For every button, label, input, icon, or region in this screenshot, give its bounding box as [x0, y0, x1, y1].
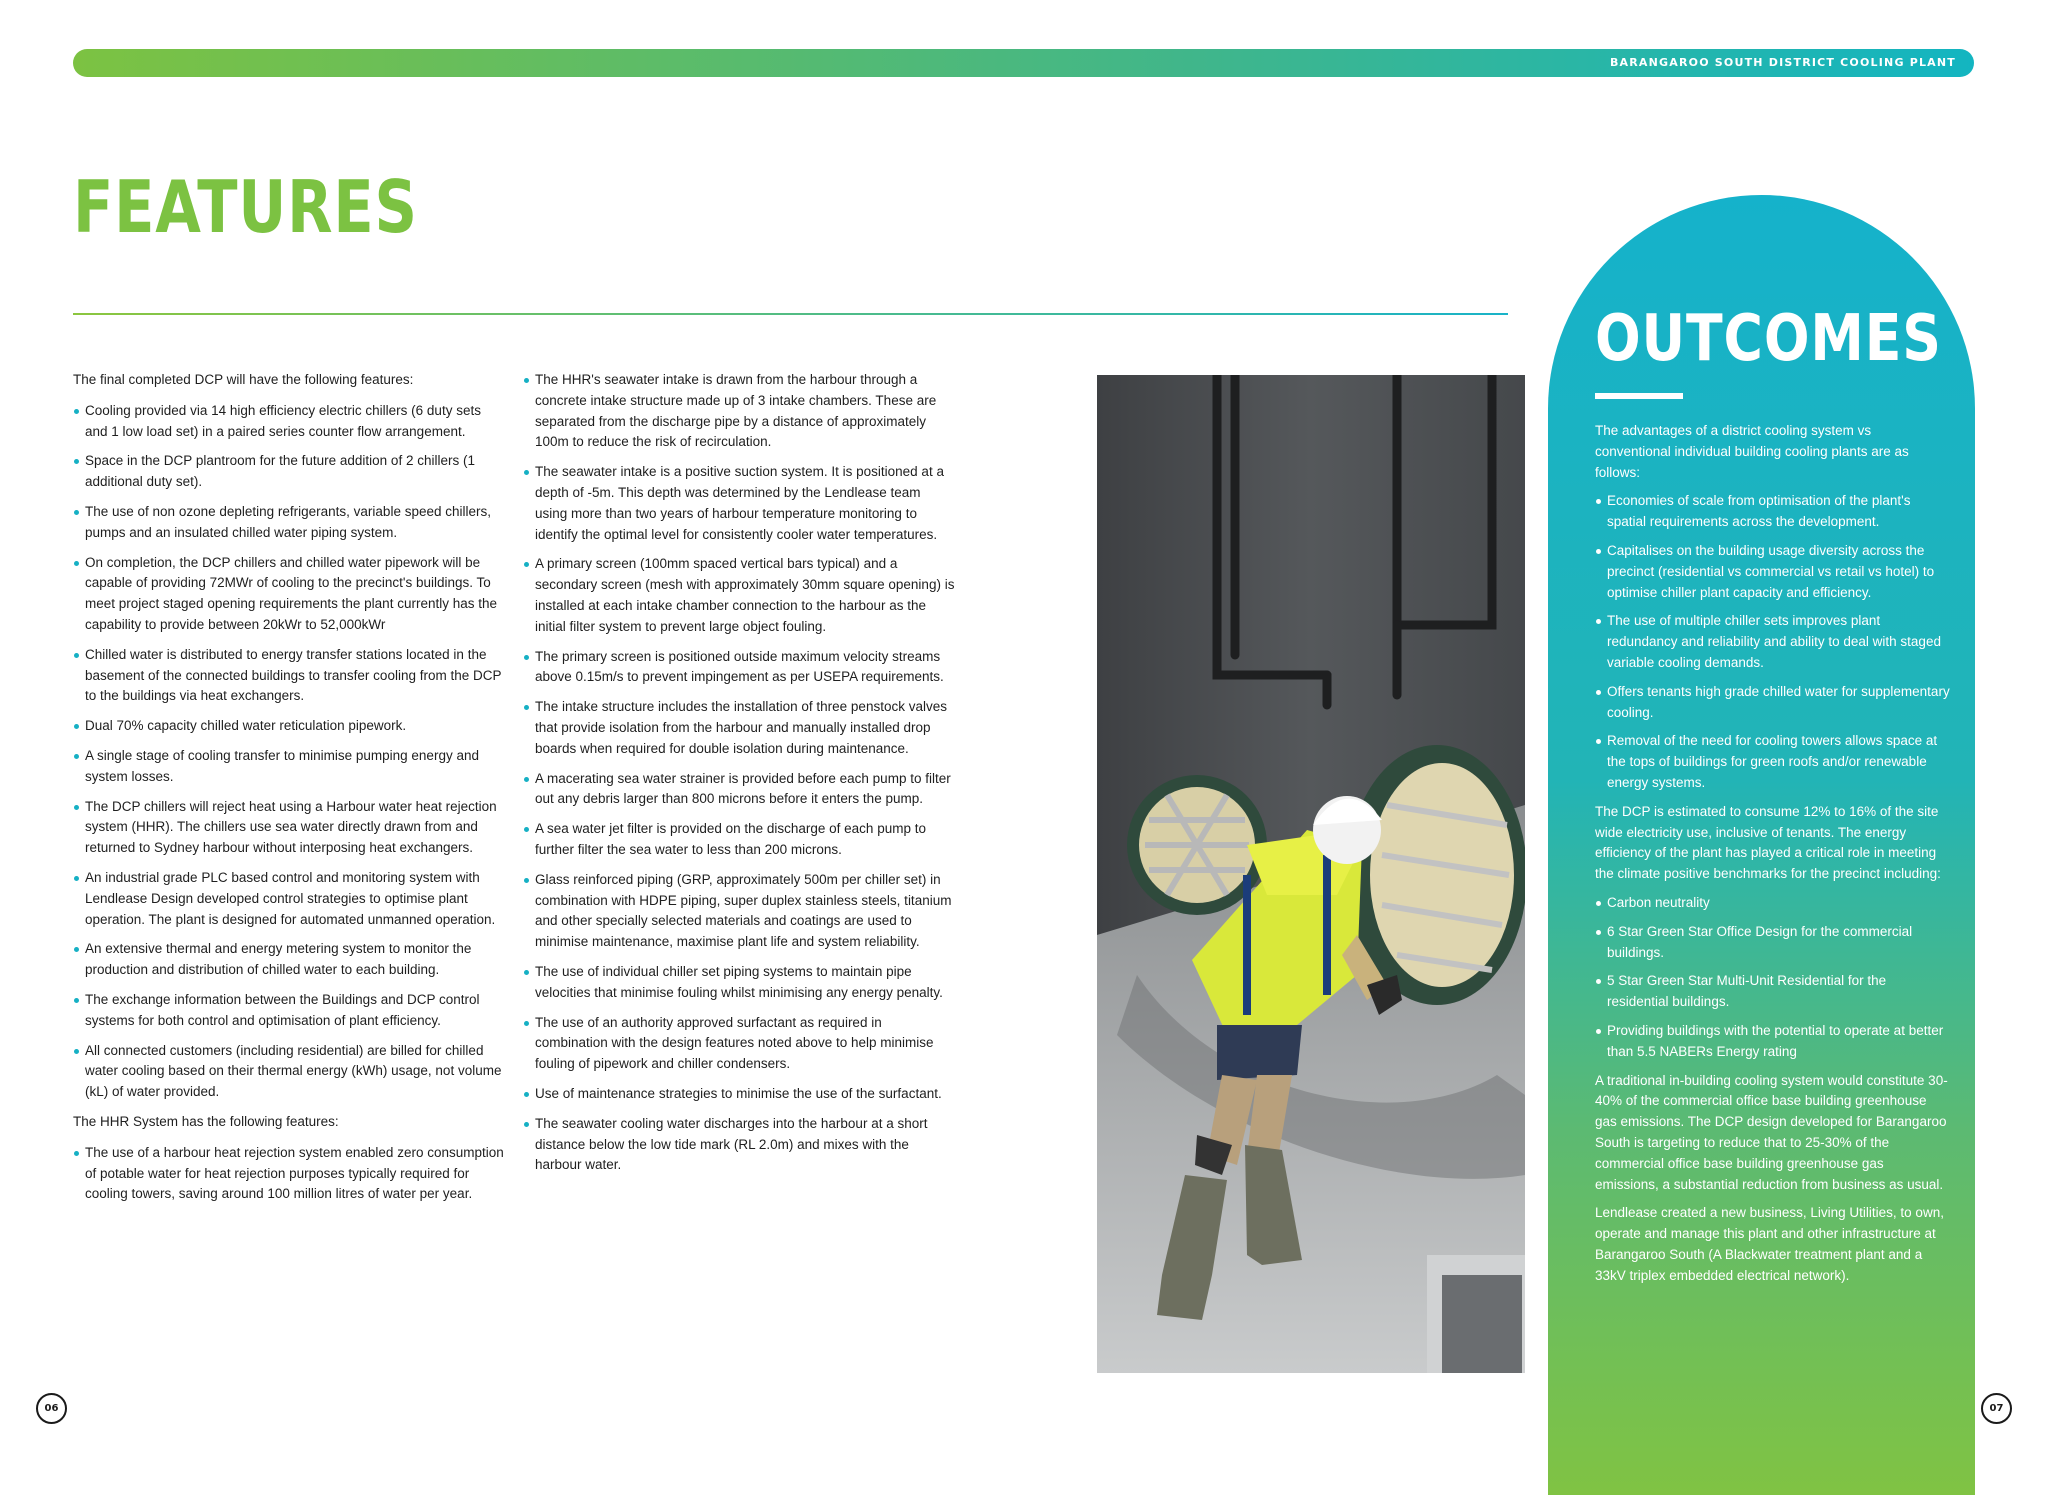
list-item: 6 Star Green Star Office Design for the commercial buildings. [1595, 922, 1950, 964]
list-item: An extensive thermal and energy metering system to monitor the production and distribution of chilled water to each building. [73, 939, 505, 981]
list-item: The intake structure includes the installation of three penstock valves that provide isolation from the harbour and manually installed drop boards when required for double isolation during maintenance. [523, 697, 955, 759]
features-list-1 [73, 401, 505, 1103]
list-item: The use of a harbour heat rejection system enabled zero consumption of potable water for heat rejection purposes typically required for cooling towers, saving around 100 million litres of water per year. [73, 1143, 505, 1205]
list-item: Removal of the need for cooling towers allows space at the tops of buildings for green roofs and/or renewable energy systems. [1595, 731, 1950, 793]
list-item: The HHR's seawater intake is drawn from the harbour through a concrete intake structure made up of 3 intake chambers. These are separated from the discharge pipe by a distance of approximately 100m to reduce the risk of recirculation. [523, 370, 955, 453]
list-item: Use of maintenance strategies to minimise the use of the surfactant. [523, 1084, 955, 1105]
list-item: All connected customers (including residential) are billed for chilled water cooling based on their thermal energy (kWh) usage, not volume (kL) of water provided. [73, 1041, 505, 1103]
list-item: The use of non ozone depleting refrigerants, variable speed chillers, pumps and an insulated chilled water piping system. [73, 502, 505, 544]
list-item: Providing buildings with the potential to operate at better than 5.5 NABERs Energy rating [1595, 1021, 1950, 1063]
header-bar [73, 49, 1974, 77]
hhr-intro: The HHR System has the following features: [73, 1113, 339, 1129]
list-item: The seawater cooling water discharges into the harbour at a short distance below the low tide mark (RL 2.0m) and mixes with the harbour water. [523, 1114, 955, 1176]
page-number-right: 07 [1981, 1393, 2012, 1424]
outcomes-body [1595, 421, 1950, 1294]
list-item: A macerating sea water strainer is provided before each pump to filter out any debris larger than 800 microns before it enters the pump. [523, 769, 955, 811]
document-title: BARANGAROO SOUTH DISTRICT COOLING PLANT [1609, 56, 1956, 69]
list-item: The DCP chillers will reject heat using a Harbour water heat rejection system (HHR). The chillers use sea water directly drawn from and returned to Sydney harbour without interposing heat exchangers. [73, 797, 505, 859]
list-item: On completion, the DCP chillers and chilled water pipework will be capable of providing 72MWr of cooling to the precinct's buildings. To meet project staged opening requirements the plant currently has the capability to provide between 20kWr to 52,000kWr [73, 553, 505, 636]
list-item: An industrial grade PLC based control and monitoring system with Lendlease Design developed control strategies to optimise plant operation. The plant is designed for automated unmanned operation. [73, 868, 505, 930]
outcomes-panel [1548, 195, 1975, 1495]
list-item: A single stage of cooling transfer to minimise pumping energy and system losses. [73, 746, 505, 788]
features-divider [73, 313, 1508, 315]
features-column-1 [73, 370, 505, 1214]
list-item: 5 Star Green Star Multi-Unit Residential for the residential buildings. [1595, 971, 1950, 1013]
outcomes-list-2 [1595, 893, 1950, 1063]
hhr-list [73, 1143, 505, 1205]
list-item: A sea water jet filter is provided on the discharge of each pump to further filter the sea water to less than 200 microns. [523, 819, 955, 861]
outcomes-heading: OUTCOMES [1595, 302, 1942, 376]
page-number-left: 06 [36, 1393, 67, 1424]
list-item: The use of multiple chiller sets improves plant redundancy and reliability and ability to deal with staged variable cooling demands. [1595, 611, 1950, 673]
worker-photo [1097, 375, 1525, 1373]
list-item: The exchange information between the Buildings and DCP control systems for both control and optimisation of plant efficiency. [73, 990, 505, 1032]
outcomes-list-1 [1595, 491, 1950, 793]
list-item: Capitalises on the building usage diversity across the precinct (residential vs commercial vs retail vs hotel) to optimise chiller plant capacity and efficiency. [1595, 541, 1950, 603]
list-item: Glass reinforced piping (GRP, approximately 500m per chiller set) in combination with HDPE piping, super duplex stainless steels, titanium and other specially selected materials and coatings are used to minimise maintenance, maximise plant life and system reliability. [523, 870, 955, 953]
features-list-2 [523, 370, 955, 1176]
list-item: The use of an authority approved surfactant as required in combination with the design features noted above to help minimise fouling of pipework and chiller condensers. [523, 1013, 955, 1075]
list-item: Space in the DCP plantroom for the future addition of 2 chillers (1 additional duty set). [73, 451, 505, 493]
list-item: Carbon neutrality [1595, 893, 1950, 914]
features-intro: The final completed DCP will have the following features: [73, 372, 414, 387]
list-item: The use of individual chiller set piping systems to maintain pipe velocities that minimise fouling whilst minimising any energy penalty. [523, 962, 955, 1004]
list-item: Offers tenants high grade chilled water for supplementary cooling. [1595, 682, 1950, 724]
outcomes-para-2: The DCP is estimated to consume 12% to 16% of the site wide electricity use, inclusive of tenants. The energy efficiency of the plant has played a critical role in meeting the climate positive benchmarks for the precinct including: [1595, 803, 1941, 882]
list-item: Economies of scale from optimisation of the plant's spatial requirements across the development. [1595, 491, 1950, 533]
outcomes-intro: The advantages of a district cooling system vs conventional individual building cooling plants are as follows: [1595, 423, 1909, 480]
outcomes-para-3: A traditional in-building cooling system would constitute 30-40% of the commercial office base building greenhouse gas emissions. The DCP design developed for Barangaroo South is targeting to reduce that to 25-30% of the commercial office base building greenhouse gas emissions, a substantial reduction from business as usual. [1595, 1072, 1948, 1192]
features-heading: FEATURES [73, 165, 418, 249]
list-item: Dual 70% capacity chilled water reticulation pipework. [73, 716, 505, 737]
list-item: Cooling provided via 14 high efficiency electric chillers (6 duty sets and 1 low load set) in a paired series counter flow arrangement. [73, 401, 505, 443]
list-item: A primary screen (100mm spaced vertical bars typical) and a secondary screen (mesh with approximately 30mm square opening) is installed at each intake chamber connection to the harbour as the initial filter system to prevent large object fouling. [523, 554, 955, 637]
outcomes-divider [1595, 393, 1683, 399]
list-item: Chilled water is distributed to energy transfer stations located in the basement of the connected buildings to transfer cooling from the DCP to the buildings via heat exchangers. [73, 645, 505, 707]
list-item: The primary screen is positioned outside maximum velocity streams above 0.15m/s to prevent impingement as per USEPA requirements. [523, 647, 955, 689]
outcomes-para-4: Lendlease created a new business, Living Utilities, to own, operate and manage this plant and other infrastructure at Barangaroo South (A Blackwater treatment plant and a 33kV triplex embedded electrical network). [1595, 1205, 1944, 1283]
features-column-2 [523, 370, 955, 1185]
list-item: The seawater intake is a positive suction system. It is positioned at a depth of -5m. This depth was determined by the Lendlease team using more than two years of harbour temperature monitoring to identify the optimal level for consistently cooler water temperatures. [523, 462, 955, 545]
